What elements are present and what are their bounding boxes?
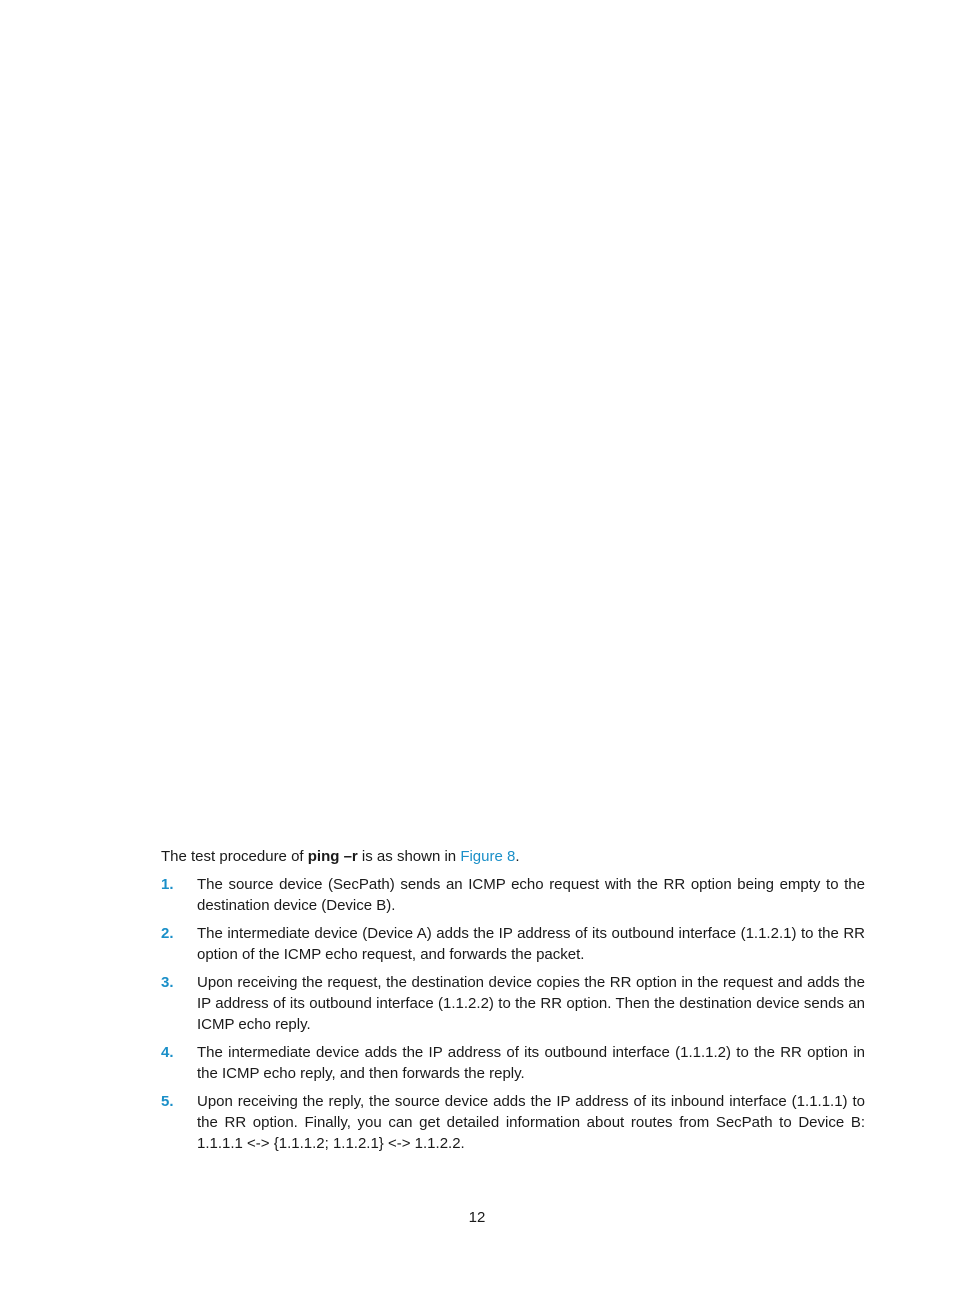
list-item <box>161 1091 865 1154</box>
step-text: The intermediate device adds the IP address of its outbound interface (1.1.1.2) to the RR option in the ICMP echo reply, and then forwards the reply. <box>197 1044 865 1082</box>
intro-prefix: The test procedure of <box>161 848 308 865</box>
step-number: 2. <box>161 925 174 942</box>
step-text: Upon receiving the request, the destination device copies the RR option in the request and adds the IP address of its outbound interface (1.1.2.2) to the RR option. Then the destination device sends an ICMP echo reply. <box>197 974 865 1033</box>
procedure-steps <box>161 874 865 1154</box>
list-item <box>161 972 865 1035</box>
list-item <box>161 923 865 965</box>
list-item <box>161 874 865 916</box>
document-body <box>161 846 865 1161</box>
step-number: 1. <box>161 876 174 893</box>
step-number: 5. <box>161 1093 174 1110</box>
intro-middle: is as shown in <box>357 848 461 865</box>
step-number: 3. <box>161 974 174 991</box>
intro-suffix: . <box>515 848 520 865</box>
command-name: ping –r <box>307 848 358 865</box>
figure-link[interactable]: Figure 8 <box>460 848 516 865</box>
step-text: The intermediate device (Device A) adds the IP address of its outbound interface (1.1.2.1) to the RR option of the ICMP echo request, and forwards the packet. <box>197 925 865 963</box>
step-text: The source device (SecPath) sends an ICMP echo request with the RR option being empty to the destination device (Device B). <box>197 876 865 914</box>
list-item <box>161 1042 865 1084</box>
step-text: Upon receiving the reply, the source device adds the IP address of its inbound interface (1.1.1.1) to the RR option. Finally, you can get detailed information about routes from SecPath to Device B: 1.1.1.1 <-> {1.1.1.2; 1.1.2.1} <-> 1.1.2.2. <box>197 1093 865 1152</box>
step-number: 4. <box>161 1044 174 1061</box>
page-number: 12 <box>468 1209 486 1226</box>
intro-paragraph <box>161 846 865 867</box>
